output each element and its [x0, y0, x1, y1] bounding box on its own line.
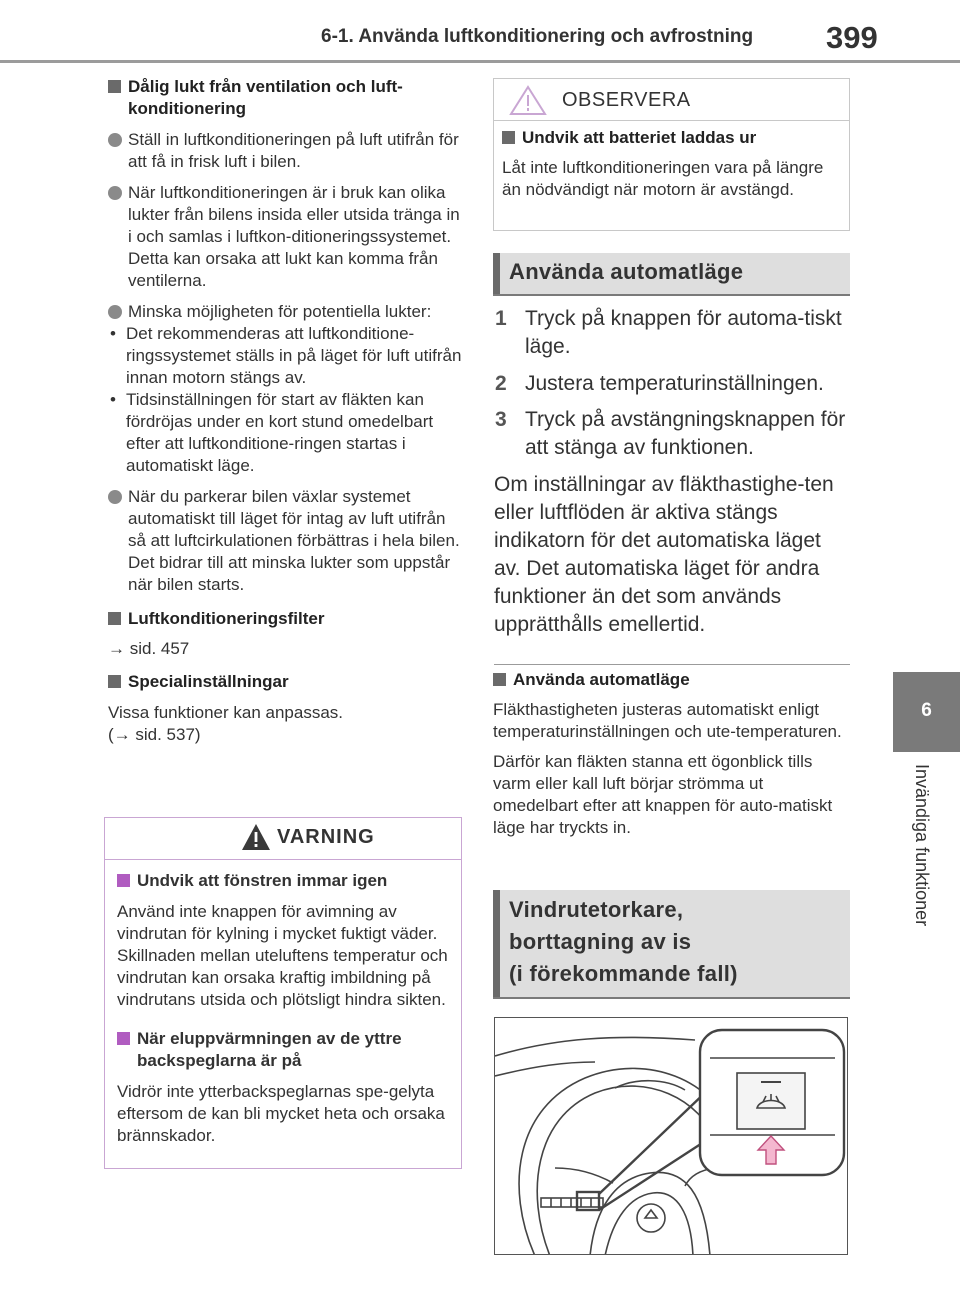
warning-heading-fog: Undvik att fönstren immar igen: [117, 870, 449, 892]
square-bullet-icon: [108, 675, 121, 688]
step-number: 3: [495, 408, 507, 431]
warning-body: [105, 860, 461, 1147]
round-bullet-icon: [108, 186, 122, 200]
bullet-item: Minska möjligheten för potentiella lukter:: [108, 301, 464, 323]
bullet-item: När du parkerar bilen växlar systemet automatiskt till läget för intag av luft utifrån så att luftcirkulationen förbättras i hela bilen. Det bidrar till att minska lukter som uppstår när bilen starts.: [108, 486, 464, 596]
left-column: [108, 76, 464, 746]
warning-box: [104, 817, 462, 1169]
section-heading-auto-mode: Använda automatläge: [493, 253, 850, 296]
step-item: 2 Justera temperaturinställningen.: [493, 370, 850, 398]
dashboard-illustration: [494, 1017, 848, 1255]
chapter-title: 6-1. Använda luftkonditionering och avfrostning: [321, 26, 754, 47]
page-reference-link[interactable]: (→ sid. 537): [108, 725, 201, 744]
body-text: Därför kan fläkten stanna ett ögonblick tills varm eller kall luft börjar strömma ut omedelbart efter att knappen för auto-matiskt läge har tryckts in.: [493, 752, 833, 837]
bullet-item: Ställ in luftkonditioneringen på luft utifrån för att få in frisk luft i bilen.: [108, 129, 464, 173]
square-bullet-icon: [493, 673, 506, 686]
step-item: 1 Tryck på knappen för automa-tiskt läge.: [495, 307, 842, 358]
notice-heading: Undvik att batteriet laddas ur: [502, 127, 841, 149]
round-bullet-icon: [108, 305, 122, 319]
page-reference-link[interactable]: → sid. 457: [108, 639, 190, 658]
warning-header: [105, 818, 461, 860]
auto-mode-paragraph: Om inställningar av fläkthastighe-ten eller luftflöden är aktiva stängs indikatorn för det automatiska läget av. Det automatiska läget för andra funktioner än det som används upprätthålls emellertid.: [494, 473, 834, 636]
warning-triangle-icon: [241, 823, 271, 851]
warning-text: Använd inte knappen för avimning av vindrutan för kylning i mycket fuktigt väder. Skillnaden mellan uteluftens temperatur och vindrutan kan orsaka kraftig imbildning på vindrutans utsida och plötsligt hindra sikten.: [117, 902, 448, 1009]
header-divider: [0, 60, 960, 63]
step-number: 1: [495, 307, 507, 330]
chapter-tab-number: 6: [921, 700, 932, 721]
caution-triangle-icon: [509, 85, 547, 116]
round-bullet-icon: [108, 133, 122, 147]
steering-wheel-defroster-illustration: [495, 1018, 848, 1255]
sub-heading-auto-mode: Använda automatläge: [493, 669, 850, 691]
body-text: Fläkthastigheten justeras automatiskt enligt temperaturinställningen och ute-temperaturen.: [493, 700, 842, 741]
warning-heading-mirror: När eluppvärmningen av de yttre backspeglarna är på: [117, 1028, 449, 1072]
section-divider: [494, 664, 850, 665]
square-bullet-icon: [117, 874, 130, 887]
notice-title: OBSERVERA: [562, 89, 691, 111]
step-item: 3 Tryck på avstängningsknappen för att stänga av funktionen.: [495, 408, 846, 459]
sub-bullet-item: • Det rekommenderas att luftkonditione-ringssystemet ställs in på läget för luft utifrån innan motorn stängs av.: [110, 324, 462, 387]
round-bullet-icon: [108, 490, 122, 504]
notice-text: Låt inte luftkonditioneringen vara på längre än nödvändigt när motorn är avstängd.: [502, 158, 824, 199]
body-text: Vissa funktioner kan anpassas.: [108, 703, 343, 722]
auto-mode-details: [493, 669, 850, 839]
section-heading-wiper: Vindrutetorkare, borttagning av is (i förekommande fall): [493, 890, 850, 999]
page-number: 399: [826, 20, 878, 55]
section-heading-special: Specialinställningar: [108, 671, 464, 693]
warning-title: VARNING: [277, 826, 375, 848]
notice-box: [493, 78, 850, 231]
sub-bullet-item: • Tidsinställningen för start av fläkten kan fördröjas under en kort stund omedelbart efter att luftkonditione-ringen startas i automatiskt läge.: [110, 390, 434, 475]
step-number: 2: [495, 372, 507, 395]
square-bullet-icon: [502, 131, 515, 144]
notice-body: [494, 121, 849, 201]
notice-header: [494, 79, 849, 121]
warning-text: Vidrör inte ytterbackspeglarnas spe-gelyta eftersom de kan bli mycket heta och orsaka brännskador.: [117, 1082, 445, 1145]
square-bullet-icon: [108, 80, 121, 93]
chapter-tab-label: Invändiga funktioner: [912, 764, 932, 927]
section-heading-filter: Luftkonditioneringsfilter: [108, 608, 464, 630]
square-bullet-icon: [117, 1032, 130, 1045]
square-bullet-icon: [108, 612, 121, 625]
section-heading-odor: Dålig lukt från ventilation och luft-konditionering: [108, 76, 464, 120]
bullet-item: När luftkonditioneringen är i bruk kan olika lukter från bilens insida eller utsida tränga in i och samlas i luftkon-ditioneringssystemet. Detta kan orsaka att lukt kan komma från ventilerna.: [108, 182, 464, 292]
chapter-tab: [893, 672, 960, 752]
